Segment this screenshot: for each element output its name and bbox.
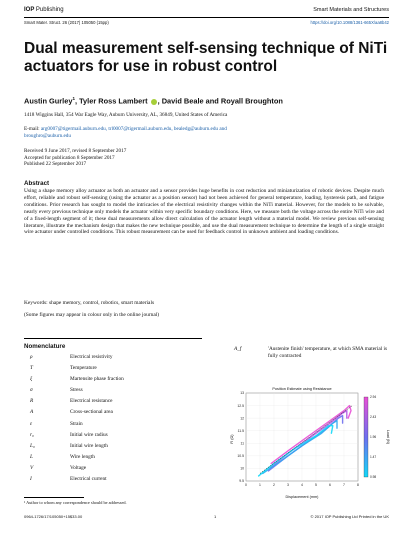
page-number: 1: [214, 514, 217, 519]
nom-symbol: T: [30, 365, 33, 372]
chart-title: Position Estimate using Resistance: [272, 387, 332, 391]
af-symbol: A_f: [234, 346, 242, 352]
orcid-icon[interactable]: [151, 99, 157, 105]
nom-definition: Temperature: [70, 365, 97, 372]
nomenclature-item: [30, 443, 200, 454]
x-tick-label: 1: [259, 483, 261, 487]
nomenclature-item: [30, 354, 200, 365]
nomenclature-item: [30, 365, 200, 376]
y-tick-label: 10.5: [237, 454, 244, 459]
y-tick-label: 11: [240, 441, 244, 446]
colorbar-tick-label: 0.98: [370, 475, 377, 480]
nom-symbol: ξ: [30, 376, 33, 383]
footnote: ¹ Author to whom any correspondence should be addressed.: [24, 500, 127, 505]
email-links-line1[interactable]: arg0007@tigermail.auburn.edu, trl0007@tigermail.auburn.edu, bealedg@auburn.edu and: [40, 126, 227, 132]
nom-definition: Wire length: [70, 453, 95, 460]
colorbar-tick-label: 1.96: [370, 435, 377, 440]
x-tick-label: 2: [273, 483, 275, 487]
x-tick-label: 7: [343, 483, 345, 487]
nom-symbol: A: [30, 409, 34, 416]
nom-symbol: L: [30, 453, 33, 460]
colorbar: [364, 397, 368, 477]
nom-definition: Strain: [70, 420, 83, 427]
x-tick-label: 6: [329, 483, 331, 487]
nom-definition: Stress: [70, 387, 83, 394]
nomenclature-list: [30, 354, 200, 487]
y-tick-label: 12: [240, 416, 244, 421]
nom-symbol: ρ: [30, 354, 33, 360]
y-tick-label: 13: [240, 391, 244, 396]
citation: Smart Mater. Struct. 26 (2017) 105050 (15pp): [24, 20, 109, 25]
resistance-figure: [226, 383, 396, 503]
nom-symbol: r₀: [30, 431, 34, 438]
colorbar-tick-label: 2.94: [370, 395, 377, 400]
y-tick-label: 10: [240, 466, 244, 471]
copyright: © 2017 IOP Publishing Ltd Printed in the UK: [310, 514, 389, 519]
author-others[interactable]: , David Beale and Royall Broughton: [157, 96, 283, 106]
nom-symbol: V: [30, 464, 34, 471]
nom-symbol: L₀: [30, 442, 35, 449]
author-list: [24, 96, 394, 105]
nomenclature-item: [30, 476, 200, 487]
nom-definition: Initial wire length: [70, 442, 108, 449]
nom-definition: Voltage: [70, 464, 87, 471]
nom-definition: Cross-sectional area: [70, 409, 113, 416]
published-date: Published 22 September 2017: [24, 161, 87, 168]
doi-link[interactable]: https://doi.org/10.1088/1361-665X/aa8b42: [310, 20, 389, 25]
email-label: E-mail:: [24, 126, 40, 132]
nomenclature-item: [30, 376, 200, 387]
nomenclature-item: [30, 421, 200, 432]
paper-title: Dual measurement self-sensing technique of NiTi actuators for use in robust control: [24, 40, 388, 75]
nom-symbol: R: [30, 398, 34, 405]
nom-definition: Electrical resistance: [70, 398, 113, 405]
abstract-heading: Abstract: [24, 180, 50, 187]
colour-note: (Some figures may appear in colour only in the online journal): [24, 312, 160, 318]
nomenclature-heading: Nomenclature: [24, 343, 66, 350]
iop-logo: [24, 7, 64, 13]
affiliation: 1418 Wiggins Hall, 354 War Eagle Way, Auburn University, AL, 36849, United States of America: [24, 112, 228, 118]
nomenclature-item: [30, 454, 200, 465]
author-mark: 1: [72, 96, 75, 101]
received-date: Received 9 June 2017, revised 8 September 2017: [24, 148, 127, 154]
nomenclature-item: [30, 409, 200, 420]
nomenclature-item: [30, 387, 200, 398]
email-block: [24, 126, 384, 140]
x-axis-label: Displacement (mm): [285, 495, 319, 499]
footnote-rule: [24, 497, 84, 498]
header-rule: [24, 17, 389, 18]
x-tick-label: 5: [315, 483, 317, 487]
journal-name: Smart Materials and Structures: [313, 7, 389, 13]
logo-publishing-text: Publishing: [35, 7, 64, 13]
issn-code: 0964-1726/17/105050+15$33.00: [24, 514, 83, 519]
colorbar-tick-label: 1.47: [370, 455, 377, 460]
x-tick-label: 3: [287, 483, 289, 487]
af-definition: 'Austenite finish' temperature, at which SMA material is fully contracted: [268, 346, 388, 359]
nom-symbol: σ: [30, 387, 33, 394]
nom-definition: Initial wire radius: [70, 431, 108, 438]
abstract-text: Using a shape memory alloy actuator as both an actuator and a sensor provides huge benefits in cost reduction and miniaturization of robotic devices. Despite much effort, reliable and robust self-sensing (using the actuator as a position sensor) had not been achieved for general temperature, loading, hysteresis path, and fatigue conditions. Prior research has sought to model the intricacies of the electrical resistivity changes within the NiTi material. However, for the models to be solvable, nearly every previous technique only models the actuator within very specific boundary conditions. Here, we measure both the voltage across the entire NiTi wire and of a fixed-length segment of it; these dual measurements allow direct calculation of the actuator length without a material model. We review previous self-sensing literature, illustrate the mechanism design that makes the new technique possible, and use the dual measurement technique to determine the length of a single straight wire actuator under controlled conditions. This robust measurement can be used for feedback control in unknown ambient and loading conditions.: [24, 188, 384, 236]
colorbar-tick-label: 2.43: [370, 415, 377, 420]
nomenclature-item: [30, 432, 200, 443]
author-lambert[interactable]: , Tyler Ross Lambert: [74, 96, 148, 106]
citation-line: [24, 20, 389, 28]
author-gurley[interactable]: Austin Gurley: [24, 96, 73, 106]
nom-definition: Electrical current: [70, 476, 107, 483]
accepted-date: Accepted for publication 8 September 2017: [24, 154, 115, 161]
nom-definition: Martensite phase fraction: [70, 376, 124, 383]
x-tick-label: 8: [357, 483, 359, 487]
nom-definition: Electrical resistivity: [70, 354, 113, 360]
history-dates: [24, 148, 126, 168]
resistance-chart: [226, 383, 396, 503]
nom-symbol: I: [30, 476, 32, 483]
nom-symbol: ε: [30, 420, 33, 427]
colorbar-label: Load (N): [386, 430, 390, 444]
page-footer: [24, 514, 389, 522]
journal-header: [24, 6, 389, 17]
nomenclature-item: [30, 398, 200, 409]
nomenclature-rule: [24, 338, 202, 339]
keywords: Keywords: shape memory, control, robotics, smart materials: [24, 300, 155, 306]
x-tick-label: 4: [301, 483, 303, 487]
logo-iop-text: IOP: [24, 7, 35, 13]
nomenclature-item: [30, 465, 200, 476]
email-links-line2[interactable]: broughro@auburn.edu: [24, 133, 71, 139]
y-tick-label: 12.5: [237, 403, 244, 408]
x-tick-label: 0: [245, 483, 247, 487]
y-tick-label: 9.5: [239, 479, 244, 484]
y-axis-label: R (Ω): [230, 434, 234, 444]
y-tick-label: 11.5: [237, 428, 244, 433]
